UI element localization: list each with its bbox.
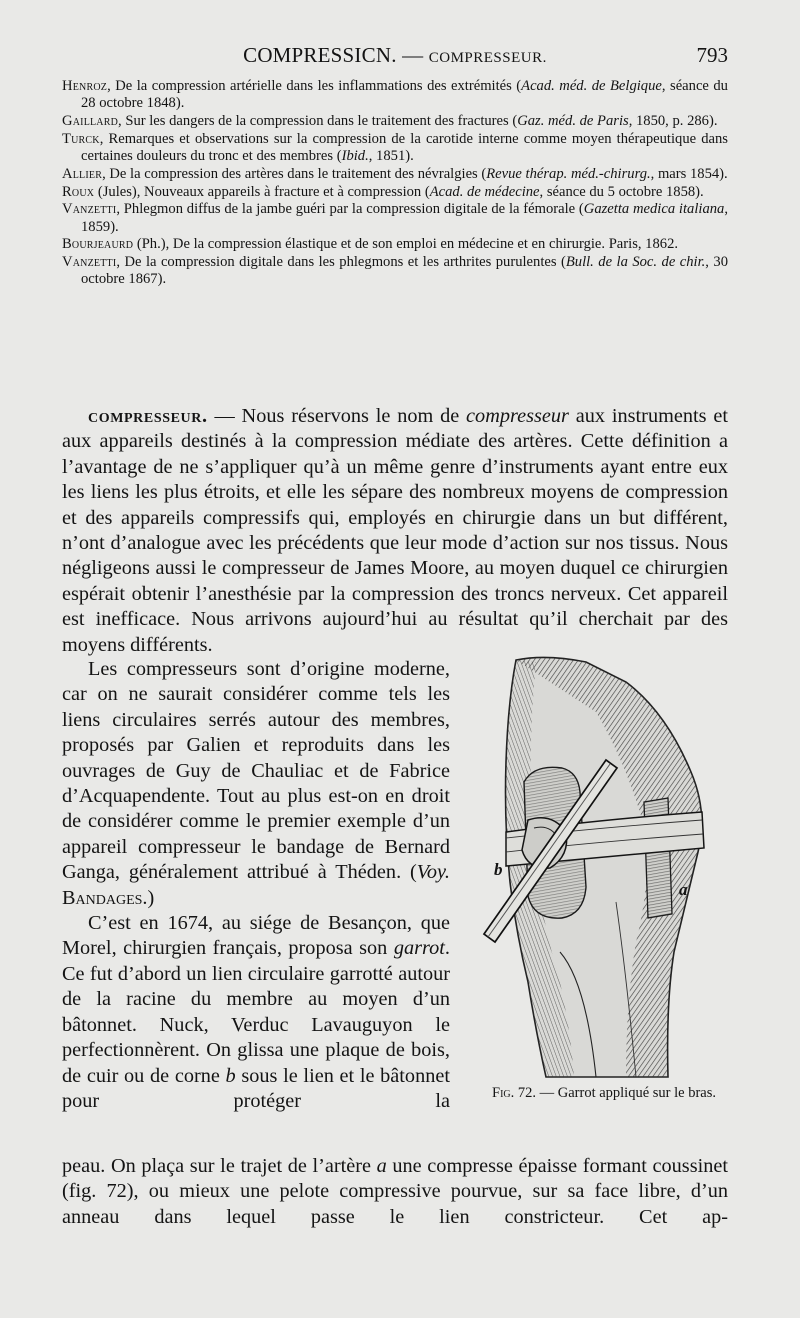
bib-entry bbox=[62, 166, 728, 183]
bib-entry bbox=[62, 78, 728, 112]
bib-author: Allier bbox=[62, 165, 103, 182]
bib-text: , Sur les dangers de la compression dans le traitement des fractures ( bbox=[118, 113, 518, 129]
text-run-italic: compresseur bbox=[466, 405, 569, 427]
bib-entry bbox=[62, 184, 728, 201]
bib-entry bbox=[62, 236, 728, 253]
bib-source: Acad. méd. de Belgique bbox=[521, 78, 662, 94]
text-run: C’est en 1674, au siége de Besançon, que Morel, chirurgien français, proposa son bbox=[62, 912, 450, 960]
bib-author: Vanzetti bbox=[62, 201, 117, 218]
text-run: sous le lien et le bâtonnet pour protéger la bbox=[62, 1064, 450, 1112]
bib-author: Henroz bbox=[62, 78, 108, 94]
text-run: . Ce fut d’abord un lien circulaire garrotté autour de la racine du membre au moyen d’un bâtonnet. Nuck, Verduc Lavauguyon le perfectionnèrent. On glissa une plaque de bois, de cuir ou de corne bbox=[62, 937, 450, 1087]
text-run: aux instruments et aux appareils destinés à la compression médiate des artères. Cette définition a l’avantage de ne s’appliquer qu’à un même genre d’instruments ayant entre eux les liens les plus étroits, et elle les sépare des nombreux moyens de compression et des appareils compressifs qui, employés en chirurgie dans un but différent, n’ont d’analogue avec les précédents que leur mode d’action sur nos tissus. Nous négligeons aussi le compresseur de James Moore, au moyen duquel ce chirurgien espérait obtenir l’anesthésie par la compression des troncs nerveux. Cet appareil est inefficace. Nous arrivons aujourd’hui au résultat qu’il cherchait par des moyens différents. bbox=[62, 405, 728, 656]
bib-entry bbox=[62, 113, 728, 130]
bib-source: Ibid. bbox=[341, 148, 369, 164]
figure-72-illustration bbox=[476, 652, 728, 1082]
bib-text: , mars 1854). bbox=[650, 165, 728, 182]
paragraph bbox=[62, 657, 450, 911]
bib-text: , De la compression des artères dans le traitement des névralgies ( bbox=[102, 165, 487, 182]
arm-tourniquet-engraving bbox=[476, 652, 728, 1082]
bib-author: Vanzetti bbox=[62, 254, 117, 271]
bib-entry bbox=[62, 254, 728, 288]
bib-text: , séance du 5 octobre 1858). bbox=[539, 183, 704, 200]
bib-text: (Ph.), De la compression élastique et de son emploi en médecine et en chirurgie. Paris, 1862. bbox=[133, 236, 679, 253]
bib-text: , 1850, p. 286). bbox=[628, 113, 718, 129]
paragraph bbox=[62, 1154, 728, 1230]
caption-text: — Garrot appliqué sur le bras. bbox=[536, 1085, 716, 1101]
text-run: ) bbox=[147, 886, 155, 909]
caption-number: Fig. 72. bbox=[492, 1085, 536, 1101]
text-run-italic: b bbox=[225, 1064, 236, 1087]
figure-caption bbox=[478, 1084, 730, 1102]
cross-reference: Bandages. bbox=[62, 886, 148, 909]
bibliography bbox=[62, 78, 728, 289]
figure-label-a: a bbox=[679, 880, 688, 899]
paragraph bbox=[62, 404, 728, 658]
figure-label-b: b bbox=[494, 860, 503, 879]
bib-text: , 1851). bbox=[368, 148, 414, 164]
text-run: Les compresseurs sont d’origine moderne, car on ne saurait considérer comme tels les liens circulaires serrés autour des membres, proposés par Galien et reproduits dans les ouvrages de Guy de Chauliac et de Fabrice d’Acquapendente. Tout au plus est-on en droit de considérer comme le premier exemple d’un appareil compresseur le bandage de Bernard Ganga, généralement attribué à Théden. ( bbox=[62, 658, 450, 884]
bib-entry bbox=[62, 201, 728, 235]
bib-text: (Jules), Nouveaux appareils à fracture et à compression ( bbox=[94, 183, 430, 200]
running-title-main: COMPRESSICN. — bbox=[243, 43, 429, 67]
bib-text: , 30 octobre 1867). bbox=[81, 254, 729, 288]
text-run-italic: garrot bbox=[393, 937, 445, 960]
bib-author: Gaillard bbox=[62, 113, 119, 129]
bottom-text bbox=[62, 1154, 728, 1230]
bib-source: Gazetta medica italiana bbox=[583, 201, 725, 218]
text-run: — Nous réservons le nom de bbox=[207, 405, 467, 427]
running-head bbox=[62, 40, 728, 72]
column-text bbox=[62, 657, 450, 1114]
headword: compresseur. bbox=[88, 405, 208, 427]
bib-text: , séance du 28 octobre 1848). bbox=[81, 78, 728, 112]
bib-source: Bull. de la Soc. de chir. bbox=[565, 254, 706, 271]
bib-author: Roux bbox=[62, 183, 95, 200]
intro-paragraph bbox=[62, 404, 728, 658]
bib-entry bbox=[62, 131, 728, 165]
bib-text: , De la compression digitale dans les phlegmons et les arthrites purulentes ( bbox=[116, 254, 566, 271]
text-run-italic: Voy. bbox=[416, 861, 450, 884]
text-run-italic: a bbox=[376, 1155, 387, 1177]
bib-author: Turck bbox=[62, 130, 100, 147]
bib-text: , 1859). bbox=[81, 201, 728, 235]
running-title bbox=[62, 43, 728, 68]
running-title-sub: COMPRESSEUR. bbox=[428, 50, 547, 66]
text-run: peau. On plaça sur le trajet de l’artère bbox=[62, 1155, 377, 1177]
page-number: 793 bbox=[696, 43, 728, 67]
bib-text: , De la compression artérielle dans les inflammations des extrémités ( bbox=[107, 78, 522, 94]
paragraph bbox=[62, 911, 450, 1114]
bib-text: , Phlegmon diffus de la jambe guéri par la compression digitale de la fémorale ( bbox=[116, 201, 584, 218]
bib-text: , Remarques et observations sur la compression de la carotide interne comme moyen thérapeutique dans certaines douleurs du tronc et des membres ( bbox=[81, 130, 728, 164]
bib-author: Bourjeaurd bbox=[62, 236, 134, 253]
text-run: une compresse épaisse formant coussinet (fig. 72), ou mieux une pelote compressive pourvue, sur sa face libre, d’un anneau dans lequel passe le lien constricteur. Cet ap- bbox=[62, 1155, 729, 1228]
bib-source: Acad. de médecine bbox=[429, 183, 540, 200]
bib-source: Gaz. méd. de Paris bbox=[517, 113, 629, 129]
bib-source: Revue thérap. méd.-chirurg. bbox=[486, 165, 651, 182]
